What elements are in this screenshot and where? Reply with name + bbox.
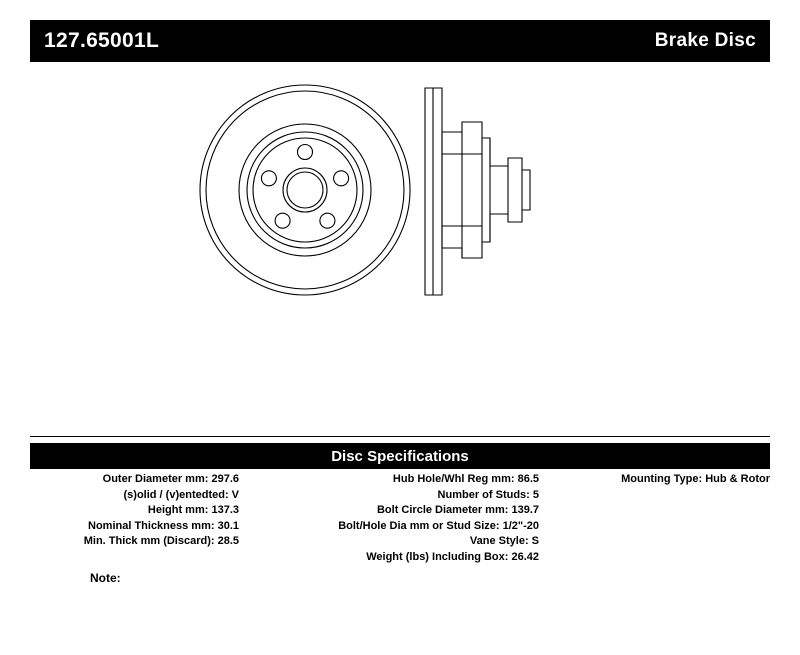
rotor-diagram-svg: [30, 70, 770, 420]
spec-column-left: [30, 472, 245, 602]
spec-item: Number of Studs: 5: [437, 488, 539, 501]
stud-hole: [275, 213, 290, 228]
hub-bore-circle-inner: [287, 172, 323, 208]
hub-flange-circle: [247, 132, 363, 248]
hub-side-profile: [442, 122, 530, 258]
spec-item: Min. Thick mm (Discard): 28.5: [83, 535, 239, 547]
spec-item: Bolt/Hole Dia mm or Stud Size: 1/2"-20: [338, 519, 539, 532]
spec-item: Height mm: 137.3: [147, 504, 239, 516]
spec-body: [30, 472, 770, 602]
spec-item: Hub Hole/Whl Reg mm: 86.5: [392, 473, 539, 485]
spec-item: Nominal Thickness mm: 30.1: [88, 519, 239, 532]
spec-column-right: [545, 472, 770, 602]
stud-hole: [298, 145, 313, 160]
spec-item: Mounting Type: Hub & Rotor: [621, 473, 770, 485]
spec-item: Bolt Circle Diameter mm: 139.7: [376, 504, 539, 516]
note-label: Note:: [90, 571, 121, 585]
spec-divider: [30, 436, 770, 437]
spec-title: Disc Specifications: [331, 447, 469, 465]
rotor-friction-inner-circle: [239, 124, 371, 256]
spec-item: (s)olid / (v)entedted: V: [123, 488, 239, 501]
part-number: 127.65001L: [44, 29, 160, 52]
spec-title-bar: [30, 443, 770, 469]
wheel-stud-upper: [482, 138, 490, 166]
rotor-outer-circle: [200, 85, 410, 295]
product-drawing: [30, 70, 770, 420]
hub-bore-circle: [283, 168, 327, 212]
stud-hole: [320, 213, 335, 228]
header-bar: [30, 20, 770, 62]
note-row: [90, 571, 121, 585]
hub-flange-circle-2: [253, 138, 357, 242]
spec-column-middle: [245, 472, 545, 602]
wheel-stud-lower: [482, 214, 490, 242]
rotor-outer-circle-inner-edge: [206, 91, 404, 289]
stud-hole: [261, 171, 276, 186]
stud-hole: [334, 171, 349, 186]
product-type: Brake Disc: [654, 30, 756, 51]
spec-item: Vane Style: S: [469, 535, 539, 547]
spec-item: Weight (lbs) Including Box: 26.42: [366, 550, 539, 563]
spec-item: Outer Diameter mm: 297.6: [102, 473, 239, 485]
